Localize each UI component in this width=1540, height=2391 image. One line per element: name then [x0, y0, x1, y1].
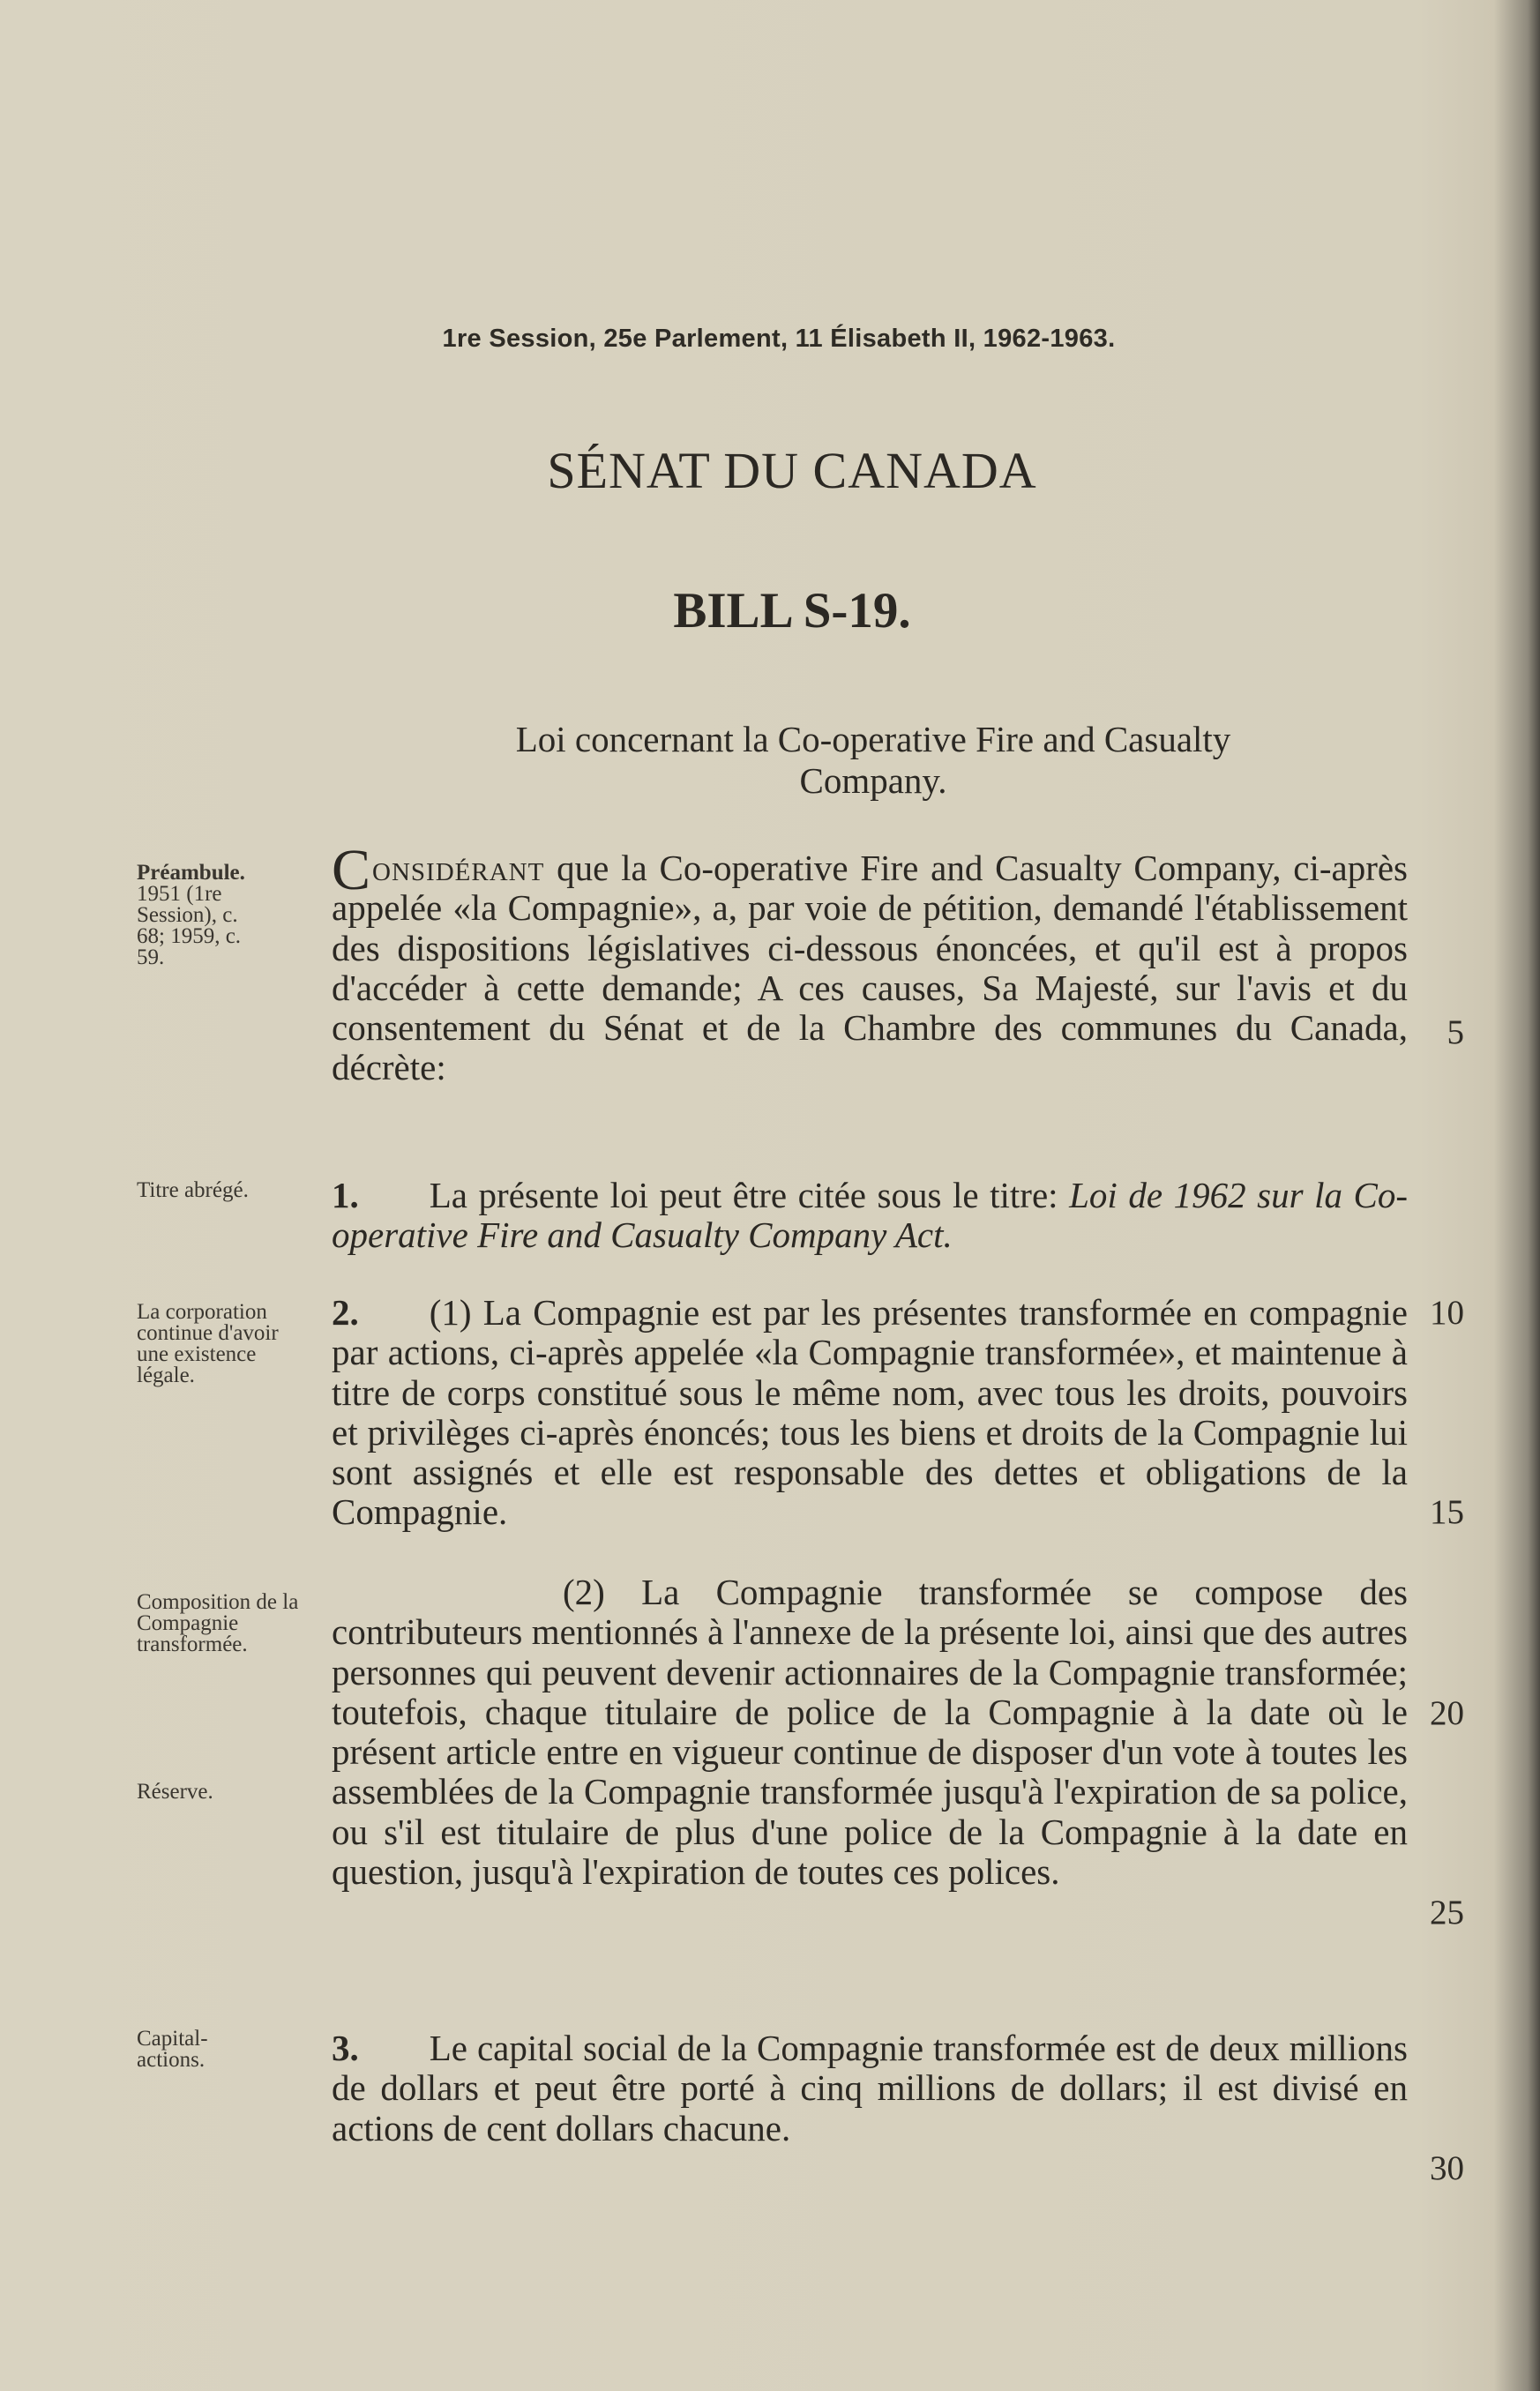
- section-2-subsection-2: (2) La Compagnie transformée se compose des contributeurs mentionnés à l'annexe de la présente loi, ainsi que des autres personnes qui peuvent devenir actionnaires de la Compagnie transformée; toutefois, chaque titulaire de police de la Compagnie à la date où le présent article entre en vigueur continue de disposer d'un vote à toutes les assemblées de la Compagnie transformée jusqu'à l'expiration de sa police, ou s'il est titulaire de plus d'une police de la Compagnie à la date en question, jusqu'à l'expiration de toutes ces polices.: [332, 1572, 1408, 1893]
- section-3: [332, 2029, 1408, 2148]
- preamble-smallcaps: onsidérant: [372, 848, 545, 888]
- preamble-paragraph: [332, 838, 1408, 1088]
- section-2-subsection-1-text: (1) La Compagnie est par les présentes transformée en compagnie par actions, ci-après appelée «la Compagnie transformée», et maintenue à titre de corps constitué sous le même nom, avec tous les droits, pouvoirs et privilèges ci-après énoncés; tous les biens et droits de la Compagnie lui sont assignés et elle est responsable des dettes et obligations de la Compagnie.: [332, 1292, 1408, 1533]
- chamber-heading: SÉNAT DU CANADA: [547, 442, 1037, 499]
- section-1-number: 1.: [332, 1175, 359, 1215]
- bill-number: BILL S-19.: [673, 583, 911, 639]
- section-2-number: 2.: [332, 1292, 359, 1333]
- preamble-dropcap: C: [332, 838, 371, 902]
- section-3-number: 3.: [332, 2028, 359, 2068]
- margin-note-composition: Composition de la Compagnie transformée.: [137, 1590, 299, 1656]
- line-number-30: 30: [1430, 2149, 1464, 2187]
- line-number-10: 10: [1430, 1294, 1464, 1332]
- bill-subtitle: Loi concernant la Co-operative Fire and Casualty Company.: [515, 719, 1231, 801]
- line-number-25: 25: [1430, 1894, 1464, 1931]
- margin-note-preamble-title: Préambule.: [137, 861, 245, 885]
- margin-note-continuation: La corporation continue d'avoir une existence légale.: [137, 1300, 279, 1387]
- section-1: [332, 1176, 1408, 1256]
- section-1-text: La présente loi peut être citée sous le titre:: [429, 1175, 1070, 1215]
- section-3-text: Le capital social de la Compagnie transformée est de deux millions de dollars et peut être porté à cinq millions de dollars; il est divisé en actions de cent dollars chacune.: [332, 2028, 1408, 2148]
- section-1-title: Loi de 1962 sur la Co-operative Fire and Casualty Company Act.: [332, 1175, 1409, 1256]
- session-heading: 1re Session, 25e Parlement, 11 Élisabeth II, 1962-1963.: [442, 325, 1116, 353]
- line-number-5: 5: [1447, 1013, 1464, 1051]
- margin-note-preamble: [137, 863, 313, 968]
- preamble-text: que la Co-operative Fire and Casualty Company, ci-après appelée «la Compagnie», a, par voie de pétition, demandé l'établissement des dispositions législatives ci-dessous énoncées, et qu'il est à propos d'accéder à cette demande; A ces causes, Sa Majesté, sur l'avis et du consentement du Sénat et de la Chambre des communes du Canada, décrète:: [332, 848, 1408, 1088]
- line-number-20: 20: [1430, 1694, 1464, 1732]
- margin-note-preamble-ref: 1951 (1re Session), c. 68; 1959, c. 59.: [137, 882, 242, 969]
- line-number-15: 15: [1430, 1493, 1464, 1531]
- margin-note-reserve: Réserve.: [137, 1780, 213, 1804]
- margin-note-short-title: Titre abrégé.: [137, 1178, 249, 1202]
- margin-note-capital: Capital-actions.: [137, 2027, 208, 2072]
- section-2-subsection-1: [332, 1293, 1408, 1533]
